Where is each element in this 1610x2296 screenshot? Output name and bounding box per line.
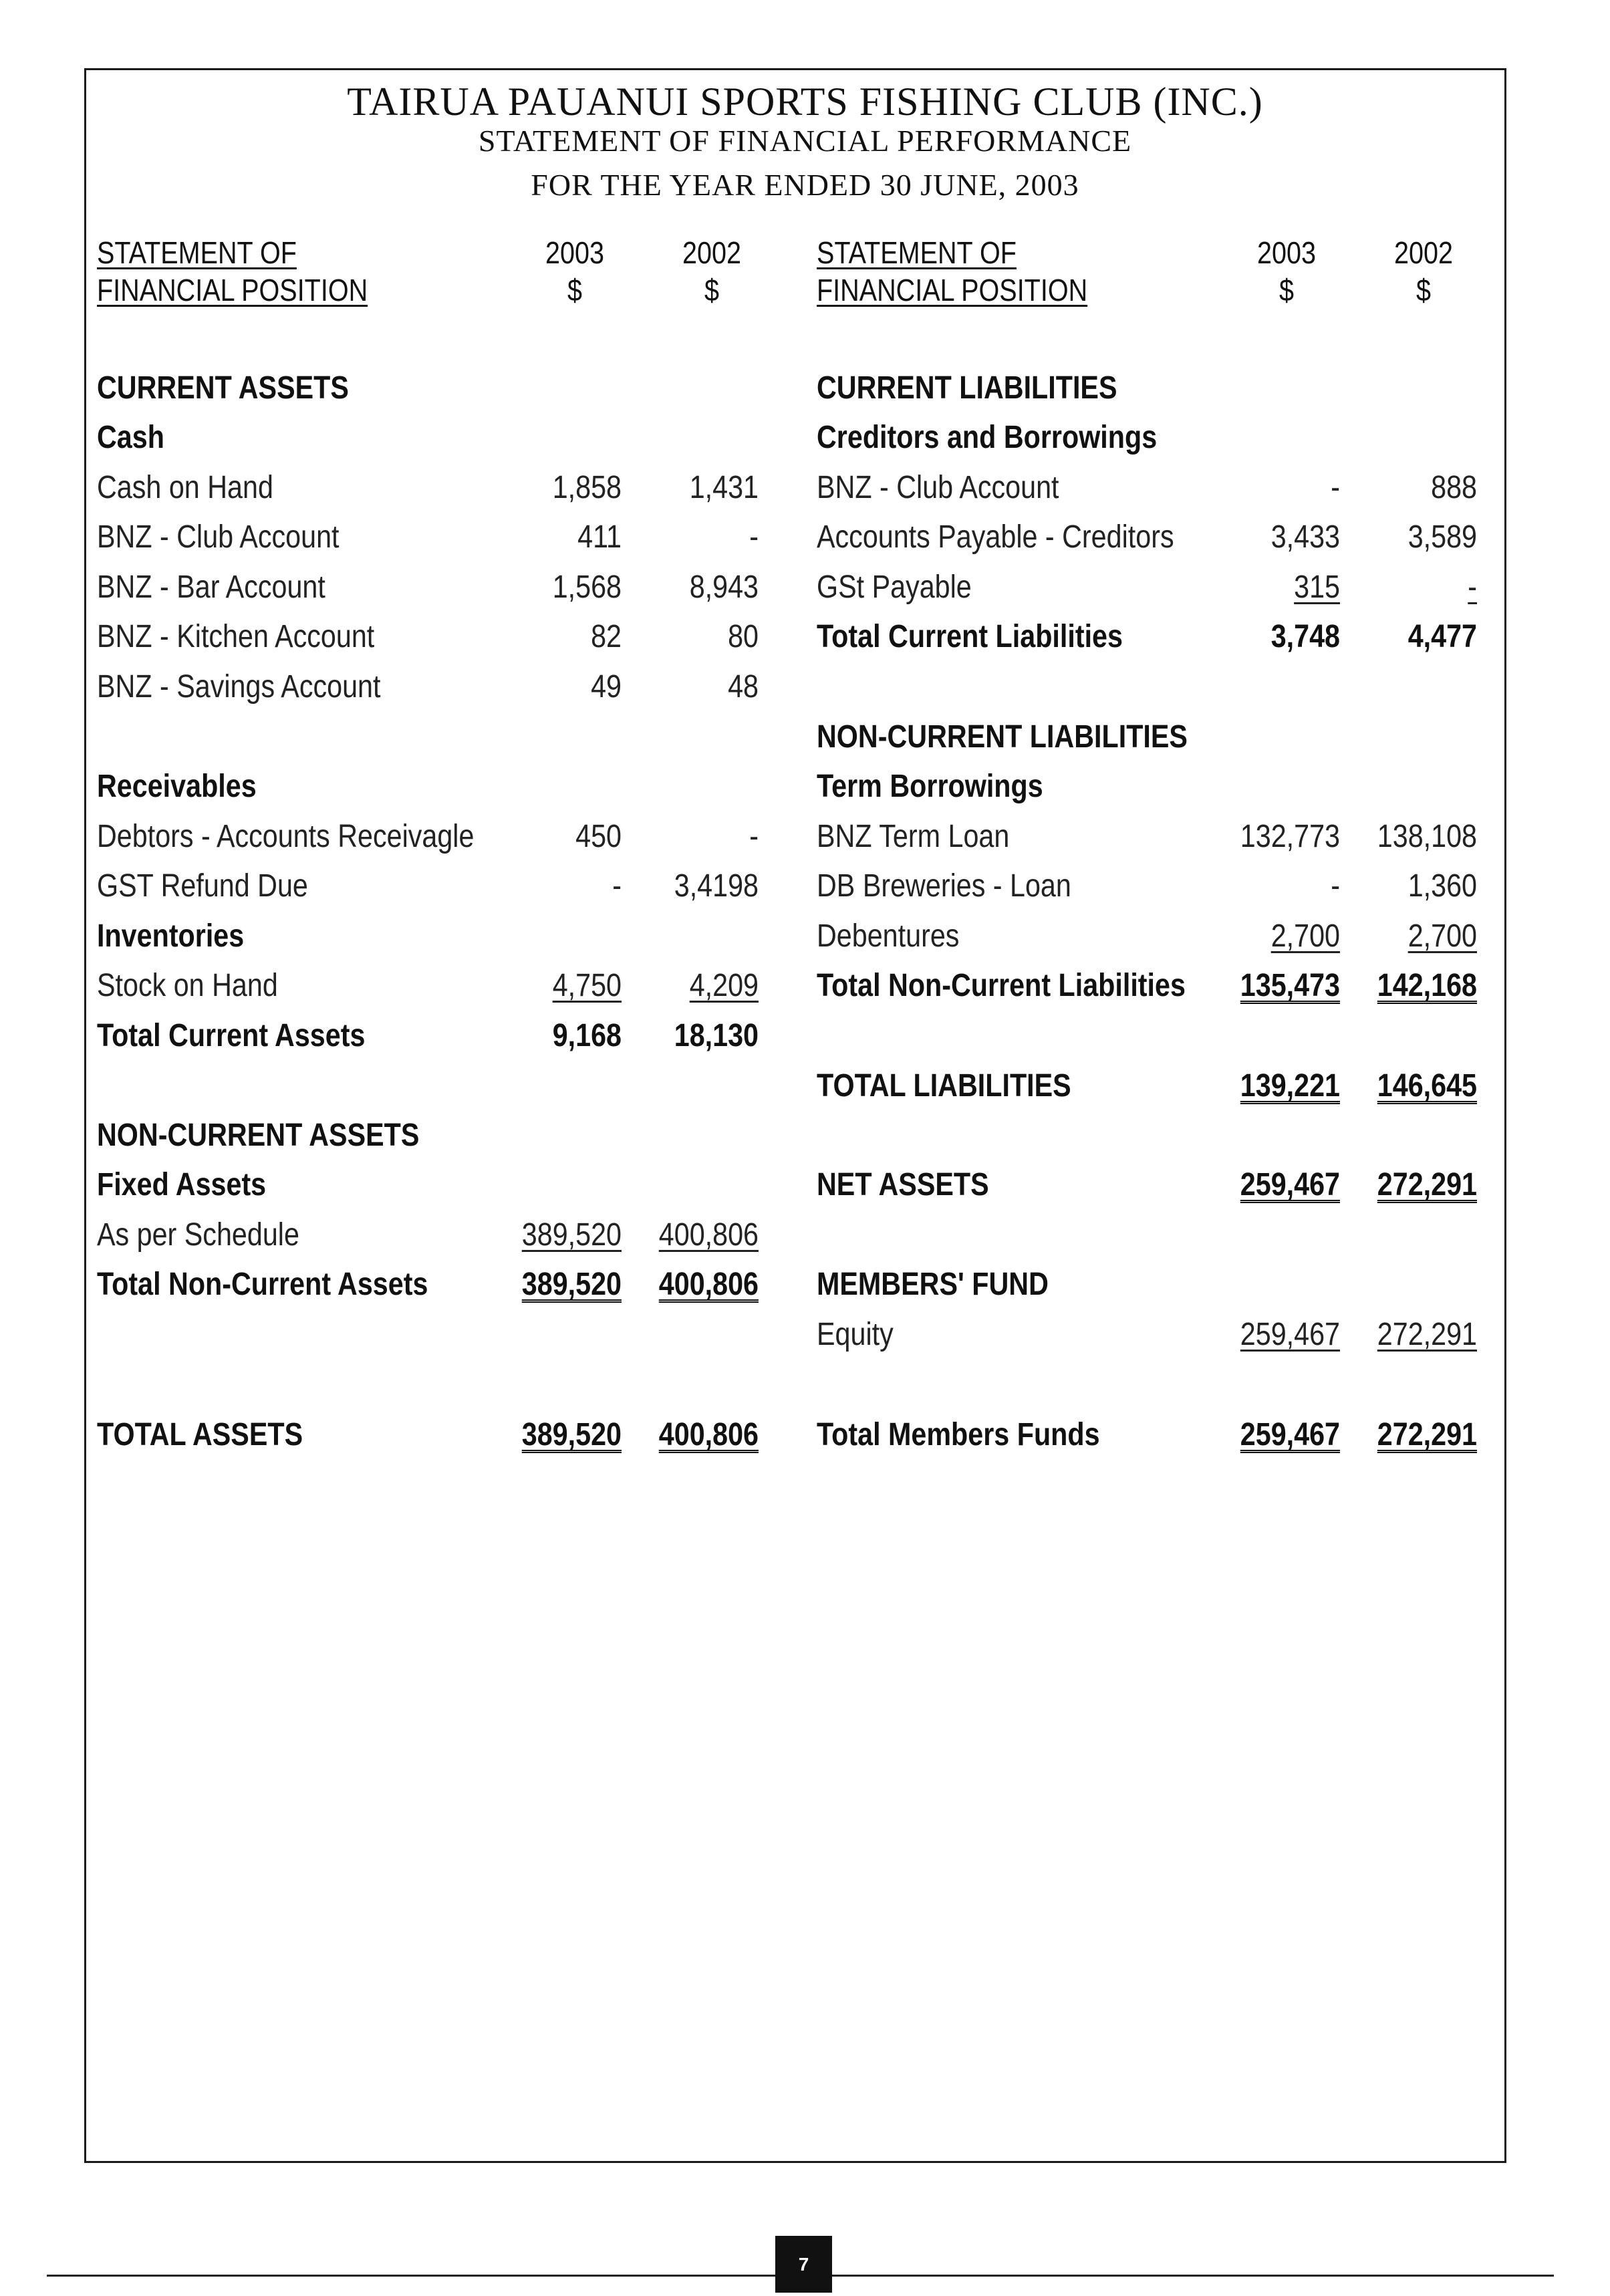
row-label: GST Refund Due [97,868,308,904]
row-label: BNZ - Club Account [97,519,340,555]
value-2002: 1,431 [689,470,759,505]
receivables-heading: Receivables [97,769,257,804]
value-2002: 3,589 [1407,519,1477,555]
creditors-heading: Creditors and Borrowings [817,420,1158,455]
row-label: BNZ - Bar Account [97,569,325,605]
value-2003: 3,748 [1270,619,1340,654]
value-2002: 272,291 [1377,1167,1477,1202]
left-header-line1: STATEMENT OF [97,235,297,270]
term-borrowings-heading: Term Borrowings [817,769,1043,804]
value-2003: 259,467 [1240,1167,1340,1202]
current-assets-heading: CURRENT ASSETS [97,370,349,406]
value-2002: 146,645 [1377,1068,1477,1104]
row-label: Total Non-Current Liabilities [817,968,1186,1003]
value-2002: 3,4198 [674,868,759,904]
right-year-2002: 2002 [1393,235,1454,270]
right-currency-2003: $ [1279,273,1295,307]
value-2002: 138,108 [1377,819,1477,854]
value-2002: 8,943 [689,569,759,605]
row-label: BNZ Term Loan [817,819,1010,854]
value-2002: 400,806 [658,1267,759,1302]
row-label: Equity [817,1317,894,1352]
row-label: Total Current Liabilities [817,619,1123,654]
left-currency-2003: $ [567,273,583,307]
value-2002: 888 [1431,470,1477,505]
row-label: As per Schedule [97,1217,299,1253]
value-2003: 450 [575,819,622,854]
row-label: NET ASSETS [817,1167,989,1202]
non-current-liabilities-heading: NON-CURRENT LIABILITIES [817,719,1188,755]
right-header-line2: FINANCIAL POSITION [817,273,1088,307]
value-2003: 82 [591,619,622,654]
value-2003: 315 [1294,569,1340,605]
page-number: 7 [775,2236,832,2293]
current-liabilities-heading: CURRENT LIABILITIES [817,370,1117,406]
value-2003: 389,520 [521,1217,622,1253]
row-label: Stock on Hand [97,968,278,1003]
value-2003: 135,473 [1240,968,1340,1003]
row-label: BNZ - Savings Account [97,669,381,705]
non-current-assets-heading: NON-CURRENT ASSETS [97,1118,420,1153]
right-currency-2002: $ [1416,273,1432,307]
value-2003: 1,568 [552,569,622,605]
value-2003: - [612,868,622,904]
value-2003: - [1331,470,1340,505]
club-title: TAIRUA PAUANUI SPORTS FISHING CLUB (INC.) [347,80,1263,124]
value-2002: 4,209 [689,968,759,1003]
right-header-line1: STATEMENT OF [817,235,1017,270]
value-2003: 411 [577,519,622,555]
value-2002: 400,806 [658,1217,759,1253]
row-label: BNZ - Kitchen Account [97,619,375,654]
value-2002: 48 [728,669,759,705]
row-label: TOTAL ASSETS [97,1417,303,1452]
row-label: TOTAL LIABILITIES [817,1068,1071,1104]
footer-rule-left [47,2275,775,2277]
value-2003: 389,520 [521,1267,622,1302]
fixed-assets-heading: Fixed Assets [97,1167,267,1202]
value-2002: 80 [728,619,759,654]
value-2003: 132,773 [1240,819,1340,854]
left-year-2002: 2002 [682,235,742,270]
members-fund-heading: MEMBERS' FUND [817,1267,1049,1302]
row-label: Debtors - Accounts Receivagle [97,819,475,854]
value-2002: 272,291 [1377,1417,1477,1452]
value-2002: 272,291 [1377,1317,1477,1352]
cash-heading: Cash [97,420,164,455]
value-2003: 259,467 [1240,1317,1340,1352]
row-label: BNZ - Club Account [817,470,1059,505]
value-2003: 259,467 [1240,1417,1340,1452]
row-label: Total Current Assets [97,1018,366,1053]
footer-rule-right [832,2275,1554,2277]
value-2003: 389,520 [521,1417,622,1452]
value-2002: 4,477 [1407,619,1477,654]
row-label: Cash on Hand [97,470,273,505]
value-2002: 2,700 [1407,918,1477,954]
value-2002: - [1468,569,1477,605]
inventories-heading: Inventories [97,918,245,954]
value-2003: 139,221 [1240,1068,1340,1104]
value-2003: 49 [591,669,622,705]
period-title: FOR THE YEAR ENDED 30 JUNE, 2003 [531,168,1079,202]
row-label: Total Members Funds [817,1417,1100,1452]
value-2002: 142,168 [1377,968,1477,1003]
row-label: Total Non-Current Assets [97,1267,428,1302]
value-2002: 18,130 [674,1018,759,1053]
row-label: GSt Payable [817,569,972,605]
left-header-line2: FINANCIAL POSITION [97,273,368,307]
right-year-2003: 2003 [1256,235,1317,270]
row-label: Accounts Payable - Creditors [817,519,1174,555]
value-2002: 1,360 [1407,868,1477,904]
value-2003: 2,700 [1270,918,1340,954]
value-2003: 3,433 [1270,519,1340,555]
value-2003: 1,858 [552,470,622,505]
value-2002: - [749,519,759,555]
row-label: DB Breweries - Loan [817,868,1071,904]
value-2002: 400,806 [658,1417,759,1452]
value-2003: 9,168 [552,1018,622,1053]
value-2002: - [749,819,759,854]
row-label: Debentures [817,918,960,954]
statement-title: STATEMENT OF FINANCIAL PERFORMANCE [478,124,1132,158]
value-2003: - [1331,868,1340,904]
value-2003: 4,750 [552,968,622,1003]
left-currency-2002: $ [704,273,720,307]
left-year-2003: 2003 [545,235,605,270]
